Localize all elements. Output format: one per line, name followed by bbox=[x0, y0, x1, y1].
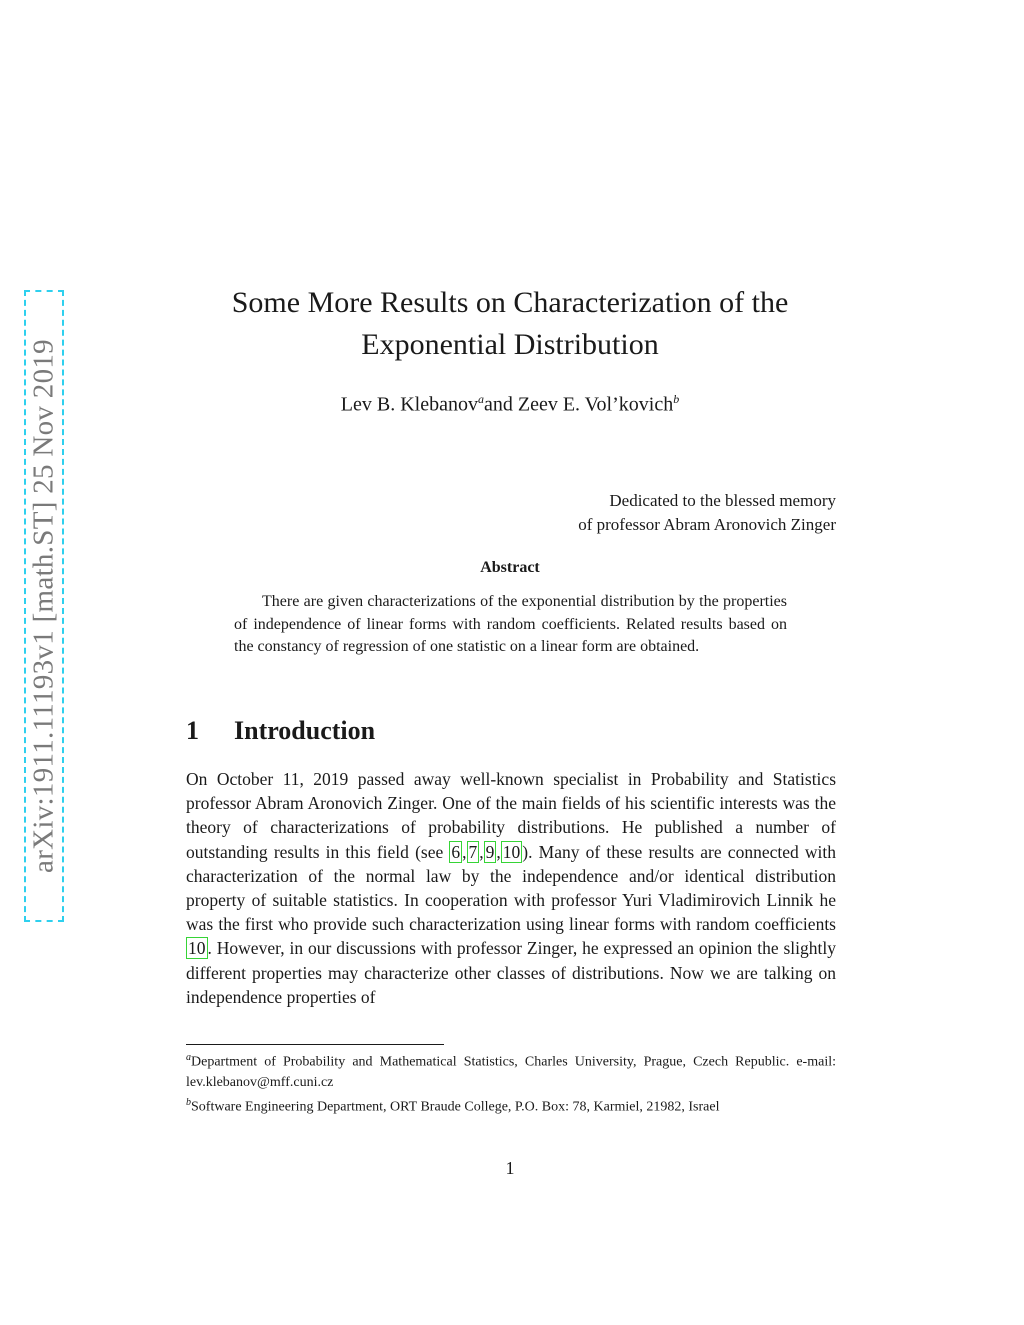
dedication bbox=[578, 489, 836, 537]
citation-link-10-second[interactable]: 10 bbox=[188, 938, 206, 959]
dedication-line-2: of professor Abram Aronovich Zinger bbox=[578, 515, 836, 534]
section-title: Introduction bbox=[234, 716, 376, 745]
citation-separator: , bbox=[462, 841, 467, 862]
abstract-body bbox=[234, 591, 787, 659]
introduction-paragraph bbox=[186, 767, 836, 1009]
arxiv-identifier-text: arXiv:1911.11193v1 [math.ST] 25 Nov 2019 bbox=[27, 339, 60, 873]
intro-text-part-1: On October 11, 2019 passed away well-known specialist in Probability and Statistics professor Abram Aronovich Zinger. One of the main fields of his scientific interests was the theory of characterizations of probability distributions. He published a number of outstanding results in this field (see bbox=[186, 769, 836, 862]
abstract-heading: Abstract bbox=[480, 559, 540, 576]
abstract-text: There are given characterizations of the exponential distribution by the properties of independence of linear forms with random coefficients. Related results based on the constancy of regression of one statistic on a linear form are obtained. bbox=[234, 593, 787, 655]
footnote-b-text: Software Engineering Department, ORT Braude College, P.O. Box: 78, Karmiel, 21982, Israel bbox=[191, 1099, 720, 1115]
intro-text-part-2: ). Many of these results are connected with characterization of the normal law by the independence and/or identical distribution property of suitable statistics. In cooperation with professor Yuri Vladimirovich Linnik he was the first who provide such characterization using linear forms with random coefficients bbox=[186, 841, 836, 935]
author-2-affiliation-mark[interactable]: b bbox=[673, 392, 680, 406]
author-1: Lev B. Klebanov bbox=[340, 393, 478, 416]
dedication-line-1: Dedicated to the blessed memory bbox=[609, 491, 836, 510]
author-1-affiliation-mark[interactable]: a bbox=[477, 392, 484, 406]
citation-link-6[interactable]: 6 bbox=[451, 841, 461, 862]
title-line-1: Some More Results on Characterization of the bbox=[231, 286, 789, 319]
section-number: 1 bbox=[186, 716, 199, 745]
arxiv-identifier-stamp[interactable] bbox=[24, 290, 64, 922]
citation-separator: , bbox=[479, 841, 484, 862]
footnote-a bbox=[186, 1048, 836, 1093]
title-line-2: Exponential Distribution bbox=[361, 328, 659, 361]
citation-link-10[interactable]: 10 bbox=[502, 841, 521, 862]
citation-separator: , bbox=[496, 841, 501, 862]
paper-title bbox=[150, 282, 870, 366]
footnotes bbox=[186, 1048, 836, 1117]
citation-link-9[interactable]: 9 bbox=[485, 841, 495, 862]
footnote-a-mark: a bbox=[186, 1052, 191, 1063]
author-2: Zeev E. Vol’kovich bbox=[517, 393, 674, 416]
footnote-b-mark: b bbox=[186, 1096, 191, 1108]
footnote-divider bbox=[186, 1044, 444, 1045]
citation-link-7[interactable]: 7 bbox=[468, 841, 478, 862]
intro-text-part-3: . However, in our discussions with professor Zinger, he expressed an opinion the slightly different properties may characterize other classes of distributions. Now we are talking on independence properties of bbox=[186, 938, 836, 1007]
footnote-a-text: Department of Probability and Mathematical Statistics, Charles University, Prague, Czech Republic. e-mail: lev.klebanov@mff.cuni.cz bbox=[186, 1054, 836, 1090]
author-list bbox=[150, 392, 870, 417]
page-number: 1 bbox=[505, 1158, 515, 1178]
footnote-b bbox=[186, 1093, 836, 1118]
section-heading bbox=[186, 716, 375, 746]
author-connector: and bbox=[483, 393, 513, 416]
